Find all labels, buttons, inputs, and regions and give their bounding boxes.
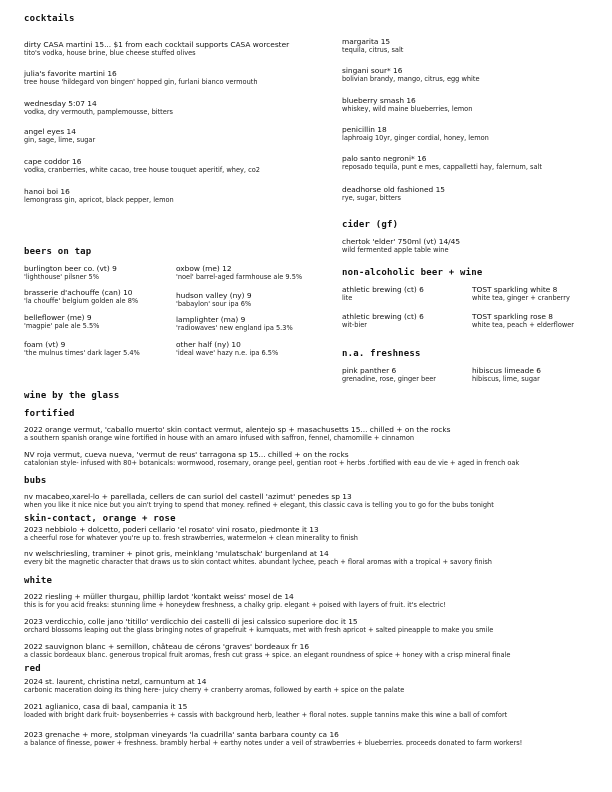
beer-desc: 'babaylon' sour ipa 6% xyxy=(176,300,252,308)
beer-desc: 'la chouffe' belgium golden ale 8% xyxy=(24,297,139,305)
skin-contact-heading: skin-contact, orange + rose xyxy=(24,514,176,524)
cocktail-item xyxy=(342,66,480,83)
cocktail-item xyxy=(342,37,403,54)
beers-heading: beers on tap xyxy=(24,247,92,257)
non-alc-name: TOST sparkling rose 8 xyxy=(472,312,553,321)
beer-desc: 'lighthouse' pilsner 5% xyxy=(24,273,100,281)
beer-item xyxy=(24,340,154,357)
beer-item xyxy=(176,264,306,281)
wine-item xyxy=(24,730,522,747)
beer-name: oxbow (me) 12 xyxy=(176,264,232,273)
na-freshness-item xyxy=(342,366,472,383)
non-alc-desc: lite xyxy=(342,294,353,302)
cocktail-name: margarita 15 xyxy=(342,37,391,46)
beer-desc: 'magpie' pale ale 5.5% xyxy=(24,322,100,330)
wine-name: 2024 st. laurent, christina netzl, carnuntum at 14 xyxy=(24,677,207,686)
wine-desc: this is for you acid freaks: stunning lime + honeydew freshness, a chalky grip. elegant + poised with layers of fruit. it's electric! xyxy=(24,601,446,609)
na-freshness-item xyxy=(472,366,602,383)
beer-name: foam (vt) 9 xyxy=(24,340,66,349)
wine-desc: a classic bordeaux blanc. generous tropical fruit aromas, fresh cut grass + spice. an elegant roundness of spice + honey with a crisp mineral finale xyxy=(24,651,511,659)
beer-item xyxy=(176,291,306,308)
na-freshness-desc: hibiscus, lime, sugar xyxy=(472,375,540,383)
cocktail-desc: lemongrass gin, apricot, black pepper, lemon xyxy=(24,196,174,204)
beer-desc: 'ideal wave' hazy n.e. ipa 6.5% xyxy=(176,349,279,357)
non-alc-item xyxy=(342,285,472,302)
wine-item xyxy=(24,425,450,442)
wine-desc: carbonic maceration doing its thing here- juicy cherry + cranberry aromas, followed by earth + spice on the palate xyxy=(24,686,405,694)
wine-name: 2023 nebbiolo + dolcetto, poderi cellario 'el rosato' vini rosato, piedmonte it 13 xyxy=(24,525,319,534)
beer-item xyxy=(176,315,306,332)
cocktail-name: palo santo negroni* 16 xyxy=(342,154,427,163)
cocktail-name: wednesday 5:07 14 xyxy=(24,99,97,108)
wine-item xyxy=(24,677,404,694)
wine-desc: a southern spanish orange wine fortified in house with an amaro infused with saffron, fennel, chamomille + cinnamon xyxy=(24,434,415,442)
cider-heading: cider (gf) xyxy=(342,220,399,230)
wine-item xyxy=(24,642,510,659)
cocktail-name: penicillin 18 xyxy=(342,125,387,134)
cocktail-item xyxy=(342,154,542,171)
cocktail-item xyxy=(24,127,95,144)
wine-desc: every bit the magnetic character that draws us to skin contact whites. abundant lychee, peach + floral aromas with a tropical + savory finish xyxy=(24,558,492,566)
beer-name: belleflower (me) 9 xyxy=(24,313,92,322)
wine-name: 2021 aglianico, casa di baal, campania it 15 xyxy=(24,702,188,711)
wine-desc: a cheerful rose for whatever you're up to. fresh strawberries, watermelon + clean minerality to finish xyxy=(24,534,358,542)
cocktail-item xyxy=(342,185,445,202)
wine-desc: loaded with bright dark fruit- boysenberries + cassis with background herb, leather + floral notes. supple tannins make this wine a ball of comfort xyxy=(24,711,508,719)
cocktail-name: dirty CASA martini 15... $1 from each cocktail supports CASA worcester xyxy=(24,40,290,49)
beer-item xyxy=(24,264,154,281)
cocktail-name: angel eyes 14 xyxy=(24,127,76,136)
cocktail-desc: tree house 'hildegard von bingen' hopped gin, furlani bianco vermouth xyxy=(24,78,258,86)
non-alc-heading: non-alcoholic beer + wine xyxy=(342,268,483,278)
cocktail-name: hanoi boi 16 xyxy=(24,187,70,196)
cocktail-desc: bolivian brandy, mango, citrus, egg white xyxy=(342,75,480,83)
cocktail-desc: gin, sage, lime, sugar xyxy=(24,136,96,144)
wine-item xyxy=(24,525,358,542)
wine-name: nv macabeo,xarel-lo + parellada, cellers de can suriol del castell 'azimut' penedes sp 13 xyxy=(24,492,352,501)
cocktail-desc: whiskey, wild maine blueberries, lemon xyxy=(342,105,473,113)
non-alc-desc: white tea, peach + elderflower xyxy=(472,321,575,329)
red-heading: red xyxy=(24,664,41,674)
non-alc-name: athletic brewing (ct) 6 xyxy=(342,312,424,321)
wine-desc: orchard blossoms leaping out the glass bringing notes of grapefruit + kumquats, met with fresh apricot + salted pineapple to make you smile xyxy=(24,626,494,634)
wine-name: 2023 verdicchio, colle jano 'titillo' verdicchio dei castelli di jesi calssico superiore doc it 15 xyxy=(24,617,358,626)
cocktail-item xyxy=(24,40,289,57)
cocktail-name: cape coddor 16 xyxy=(24,157,82,166)
cocktail-desc: vodka, dry vermouth, pamplemousse, bitters xyxy=(24,108,173,116)
beer-item xyxy=(24,288,154,305)
cocktails-heading: cocktails xyxy=(24,14,75,24)
na-freshness-name: pink panther 6 xyxy=(342,366,397,375)
wine-item xyxy=(24,492,494,509)
cocktail-name: julia's favorite martini 16 xyxy=(24,69,117,78)
non-alc-item xyxy=(472,312,602,329)
na-freshness-name: hibiscus limeade 6 xyxy=(472,366,541,375)
non-alc-name: TOST sparkling white 8 xyxy=(472,285,558,294)
cocktail-item xyxy=(24,187,174,204)
non-alc-item xyxy=(342,312,472,329)
non-alc-name: athletic brewing (ct) 6 xyxy=(342,285,424,294)
cocktail-desc: tito's vodka, house brine, blue cheese stuffed olives xyxy=(24,49,196,57)
beer-desc: 'the mulnus times' dark lager 5.4% xyxy=(24,349,140,357)
cocktail-item xyxy=(342,125,489,142)
cocktail-desc: laphroaig 10yr, ginger cordial, honey, lemon xyxy=(342,134,489,142)
cocktail-desc: rye, sugar, bitters xyxy=(342,194,401,202)
cider-item xyxy=(342,237,460,254)
cocktail-item xyxy=(24,69,258,86)
wine-item xyxy=(24,592,446,609)
beer-name: hudson valley (ny) 9 xyxy=(176,291,252,300)
wine-name: nv welschriesling, traminer + pinot gris, meinklang 'mulatschak' burgenland at 14 xyxy=(24,549,329,558)
cocktail-desc: vodka, cranberries, white cacao, tree house touquet aperitif, whey, co2 xyxy=(24,166,260,174)
beer-item xyxy=(176,340,306,357)
cider-name: chertok 'elder' 750ml (vt) 14/45 xyxy=(342,237,461,246)
wine-name: 2022 orange vermut, 'caballo muerto' skin contact vermut, alentejo sp + masachusetts 15... chilled + on the rocks xyxy=(24,425,451,434)
wine-name: 2022 riesling + müller thurgau, phillip lardot 'kontakt weiss' mosel de 14 xyxy=(24,592,294,601)
wine-item xyxy=(24,702,507,719)
wine-name: 2022 sauvignon blanc + semillon, château de cérons 'graves' bordeaux fr 16 xyxy=(24,642,310,651)
beer-desc: 'noel' barrel-aged farmhouse ale 9.5% xyxy=(176,273,303,281)
white-heading: white xyxy=(24,576,53,586)
wine-item xyxy=(24,450,519,467)
wine-desc: when you like it nice nice but you ain't trying to spend that money. refined + elegant, this classic cava is telling you to go for the bubs tonight xyxy=(24,501,494,509)
wine-item xyxy=(24,549,492,566)
non-alc-desc: wit-bier xyxy=(342,321,367,329)
wine-name: 2023 grenache + more, stolpman vineyards 'la cuadrilla' santa barbara county ca 16 xyxy=(24,730,339,739)
beer-item xyxy=(24,313,154,330)
wine-desc: a balance of finesse, power + freshness. brambly herbal + earthy notes under a veil of strawberries + blueberries. proceeds donated to farm workers! xyxy=(24,739,523,747)
wine-heading: wine by the glass xyxy=(24,391,120,401)
fortified-heading: fortified xyxy=(24,409,75,419)
cocktail-item xyxy=(24,99,173,116)
beer-name: other half (ny) 10 xyxy=(176,340,241,349)
cocktail-desc: tequila, citrus, salt xyxy=(342,46,404,54)
beer-desc: 'radiowaves' new england ipa 5.3% xyxy=(176,324,293,332)
cocktail-name: singani sour* 16 xyxy=(342,66,403,75)
cocktail-desc: reposado tequila, punt e mes, cappalletti hay, falernum, salt xyxy=(342,163,542,171)
wine-item xyxy=(24,617,493,634)
wine-desc: catalonian style- infused with 80+ botanicals: wormwood, rosemary, orange peel, gentian root + herbs .fortified with eau de vie + aged in french oak xyxy=(24,459,520,467)
beer-name: burlington beer co. (vt) 9 xyxy=(24,264,117,273)
non-alc-item xyxy=(472,285,602,302)
bubs-heading: bubs xyxy=(24,476,47,486)
cocktail-name: deadhorse old fashioned 15 xyxy=(342,185,445,194)
beer-name: lamplighter (ma) 9 xyxy=(176,315,246,324)
non-alc-desc: white tea, ginger + cranberry xyxy=(472,294,570,302)
na-freshness-desc: grenadine, rose, ginger beer xyxy=(342,375,437,383)
na-freshness-heading: n.a. freshness xyxy=(342,349,421,359)
beer-name: brasserie d'achouffe (can) 10 xyxy=(24,288,133,297)
cocktail-name: blueberry smash 16 xyxy=(342,96,416,105)
cocktail-item xyxy=(24,157,260,174)
wine-name: NV roja vermut, cueva nueva, 'vermut de reus' tarragona sp 15... chilled + on the rocks xyxy=(24,450,349,459)
cocktail-item xyxy=(342,96,472,113)
cider-desc: wild fermented apple table wine xyxy=(342,246,449,254)
